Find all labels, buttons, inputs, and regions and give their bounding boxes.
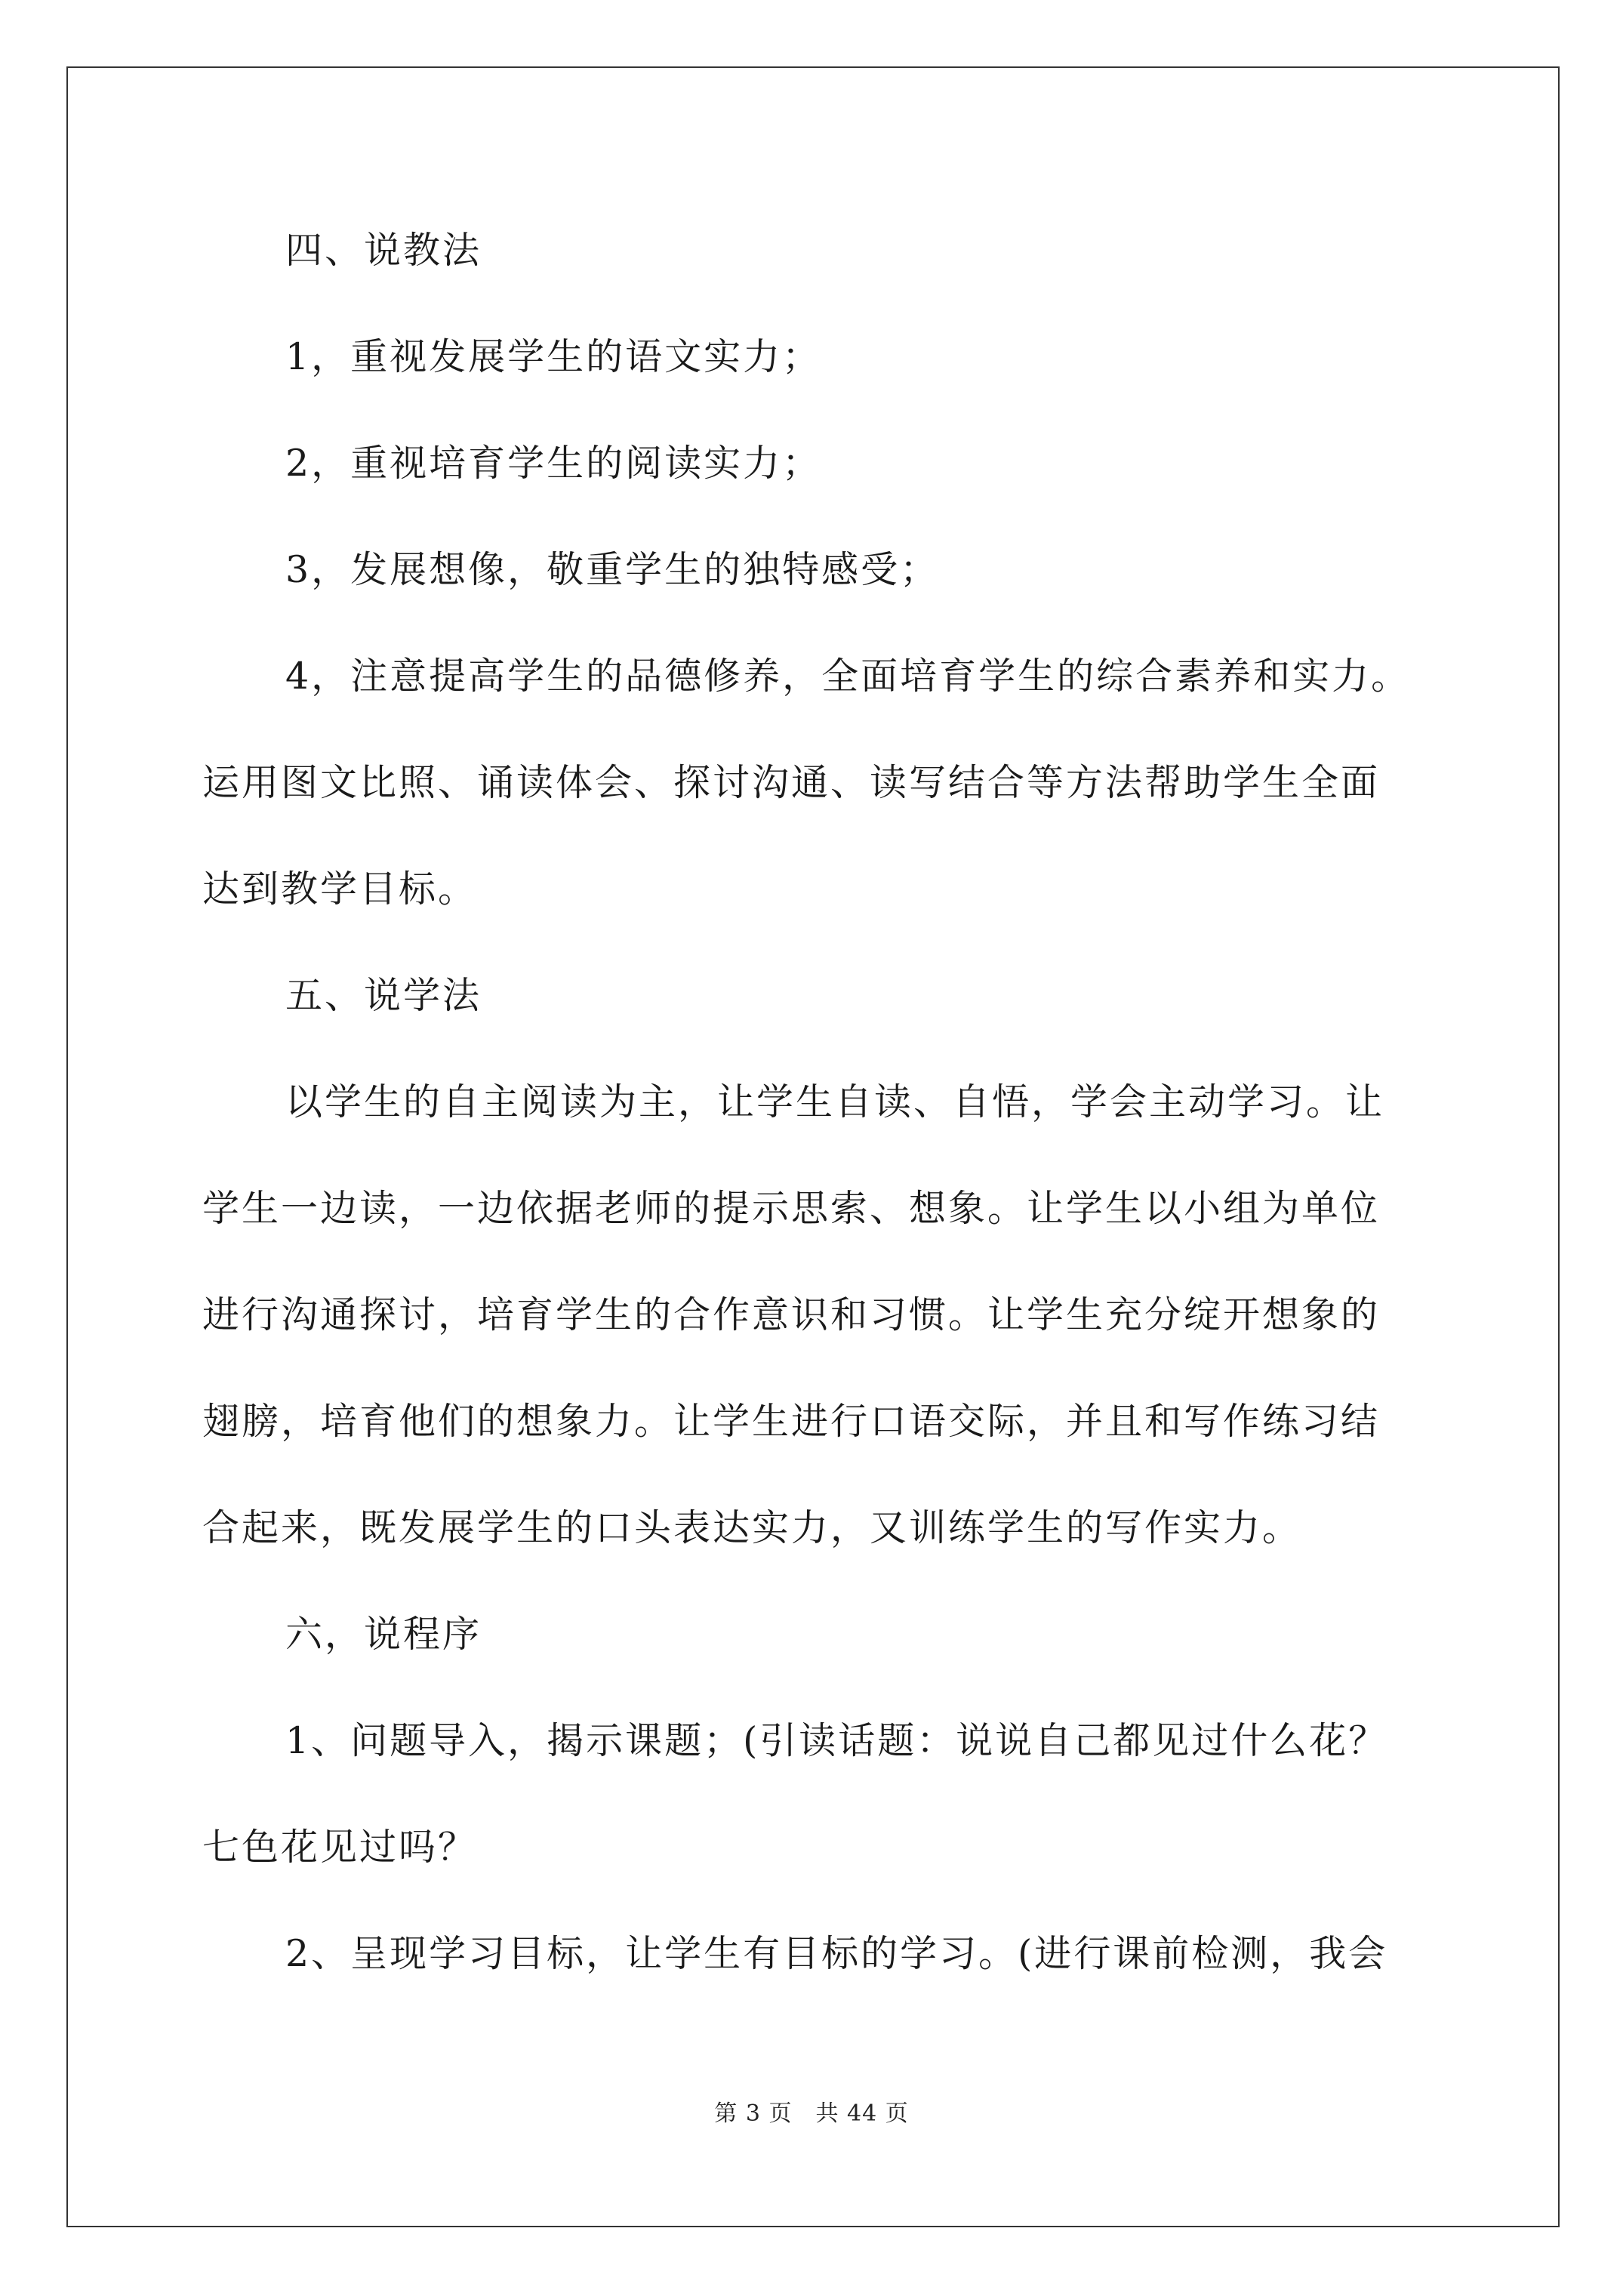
paragraph-line: 学生一边读，一边依据老师的提示思索、想象。让学生以小组为单位 xyxy=(202,1187,1381,1230)
paragraph-line: 进行沟通探讨，培育学生的合作意识和习惯。让学生充分绽开想象的 xyxy=(202,1293,1381,1336)
heading-procedure: 六，说程序 xyxy=(285,1613,482,1656)
heading-learning-method: 五、说学法 xyxy=(285,974,482,1017)
paragraph-line: 翅膀，培育他们的想象力。让学生进行口语交际，并且和写作练习结 xyxy=(202,1400,1381,1443)
paragraph-line: 2，重视培育学生的阅读实力； xyxy=(285,442,822,485)
page-number: 第 3 页 共 44 页 xyxy=(714,2100,909,2127)
paragraph-line: 1、问题导入，揭示课题；(引读话题：说说自己都见过什么花？ xyxy=(285,1719,1388,1762)
paragraph-line: 3，发展想像，敬重学生的独特感受； xyxy=(285,548,940,591)
paragraph-line: 2、呈现学习目标，让学生有目标的学习。(进行课前检测，我会 xyxy=(285,1932,1388,1975)
paragraph-line: 合起来，既发展学生的口头表达实力，又训练学生的写作实力。 xyxy=(202,1506,1302,1549)
paragraph-line: 运用图文比照、诵读体会、探讨沟通、读写结合等方法帮助学生全面 xyxy=(202,761,1381,804)
heading-teaching-method: 四、说教法 xyxy=(285,229,482,272)
paragraph-line: 以学生的自主阅读为主，让学生自读、自悟，学会主动学习。让 xyxy=(285,1080,1385,1123)
paragraph-line: 七色花见过吗？ xyxy=(202,1826,478,1869)
paragraph-line: 达到教学目标。 xyxy=(202,868,478,911)
paragraph-line: 1，重视发展学生的语文实力； xyxy=(285,335,822,378)
paragraph-line: 4，注意提高学生的品德修养，全面培育学生的综合素养和实力。 xyxy=(285,655,1411,698)
page-border xyxy=(66,66,1560,2227)
